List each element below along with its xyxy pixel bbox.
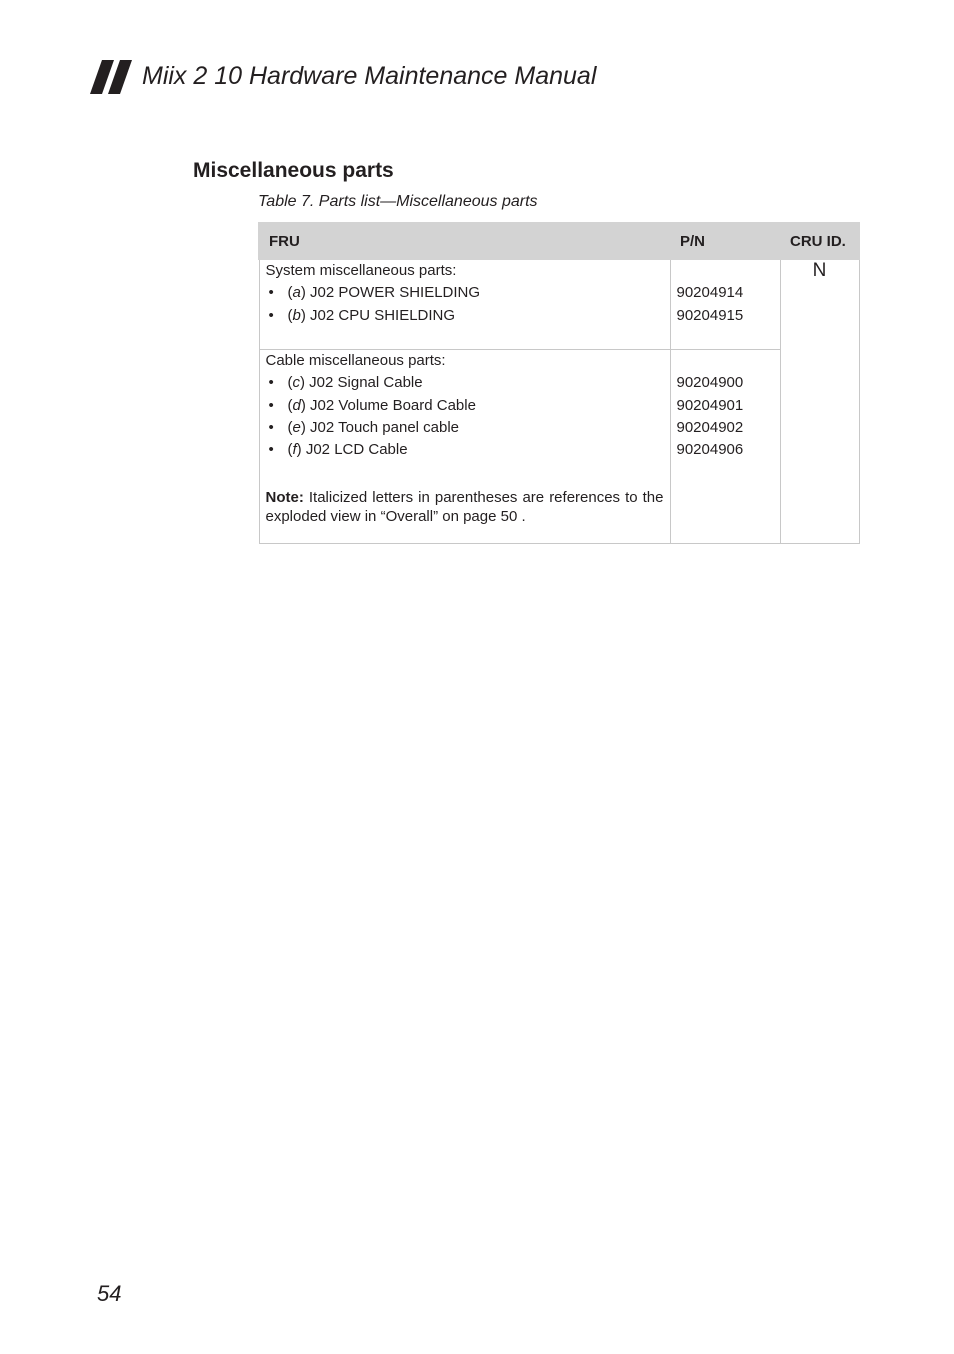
fru-cell bbox=[259, 350, 670, 544]
pn-cell bbox=[670, 259, 780, 350]
item-name: J02 POWER SHIELDING bbox=[310, 284, 481, 302]
item-name: J02 Signal Cable bbox=[309, 374, 423, 392]
table-header-row bbox=[259, 223, 859, 259]
list-item: • (f) J02 LCD Cable bbox=[268, 441, 408, 459]
part-number: 90204914 bbox=[676, 284, 744, 302]
item-letter: b bbox=[292, 306, 301, 324]
cru-id-cell: N bbox=[780, 259, 859, 543]
item-letter: d bbox=[292, 396, 301, 414]
item-name: J02 Volume Board Cable bbox=[310, 396, 476, 414]
page-number: 54 bbox=[97, 1281, 122, 1306]
part-number: 90204915 bbox=[676, 306, 744, 324]
table-row bbox=[259, 350, 859, 544]
item-letter: a bbox=[292, 284, 301, 302]
note-label: Note: bbox=[265, 488, 304, 506]
table-note bbox=[266, 484, 664, 543]
list-item: • (d) J02 Volume Board Cable bbox=[268, 396, 476, 414]
header-pn: P/N bbox=[670, 223, 780, 259]
part-number: 90204902 bbox=[676, 419, 744, 437]
item-name: J02 Touch panel cable bbox=[310, 419, 460, 437]
list-item: • (b) J02 CPU SHIELDING bbox=[268, 306, 456, 324]
list-item: • (e) J02 Touch panel cable bbox=[268, 419, 460, 437]
group-title: System miscellaneous parts: bbox=[265, 262, 457, 279]
part-number: 90204900 bbox=[676, 374, 744, 392]
pn-cell bbox=[670, 350, 780, 544]
header-fru: FRU bbox=[259, 223, 670, 259]
item-name: J02 CPU SHIELDING bbox=[310, 306, 456, 324]
item-letter: e bbox=[292, 419, 301, 437]
list-item: • (a) J02 POWER SHIELDING bbox=[268, 284, 481, 302]
group-title: Cable miscellaneous parts: bbox=[265, 352, 446, 370]
table-caption: Table 7. Parts list—Miscellaneous parts bbox=[258, 193, 538, 210]
item-letter: c bbox=[292, 374, 300, 392]
parts-table bbox=[258, 222, 860, 544]
item-name: J02 LCD Cable bbox=[305, 441, 408, 459]
part-number: 90204901 bbox=[676, 396, 744, 414]
document-title: Miix 2 10 Hardware Maintenance Manual bbox=[142, 62, 597, 90]
table-row bbox=[259, 259, 859, 350]
part-number: 90204906 bbox=[676, 441, 744, 459]
fru-cell bbox=[259, 259, 670, 350]
double-slash-logo-icon bbox=[90, 60, 136, 94]
note-text: Italicized letters in parentheses are references to the exploded view in “Overall” on page 50 . bbox=[265, 488, 664, 525]
item-letter: f bbox=[292, 441, 297, 459]
section-title: Miscellaneous parts bbox=[193, 159, 394, 182]
list-item: • (c) J02 Signal Cable bbox=[268, 374, 423, 392]
header-cru-id: CRU ID. bbox=[780, 223, 859, 259]
